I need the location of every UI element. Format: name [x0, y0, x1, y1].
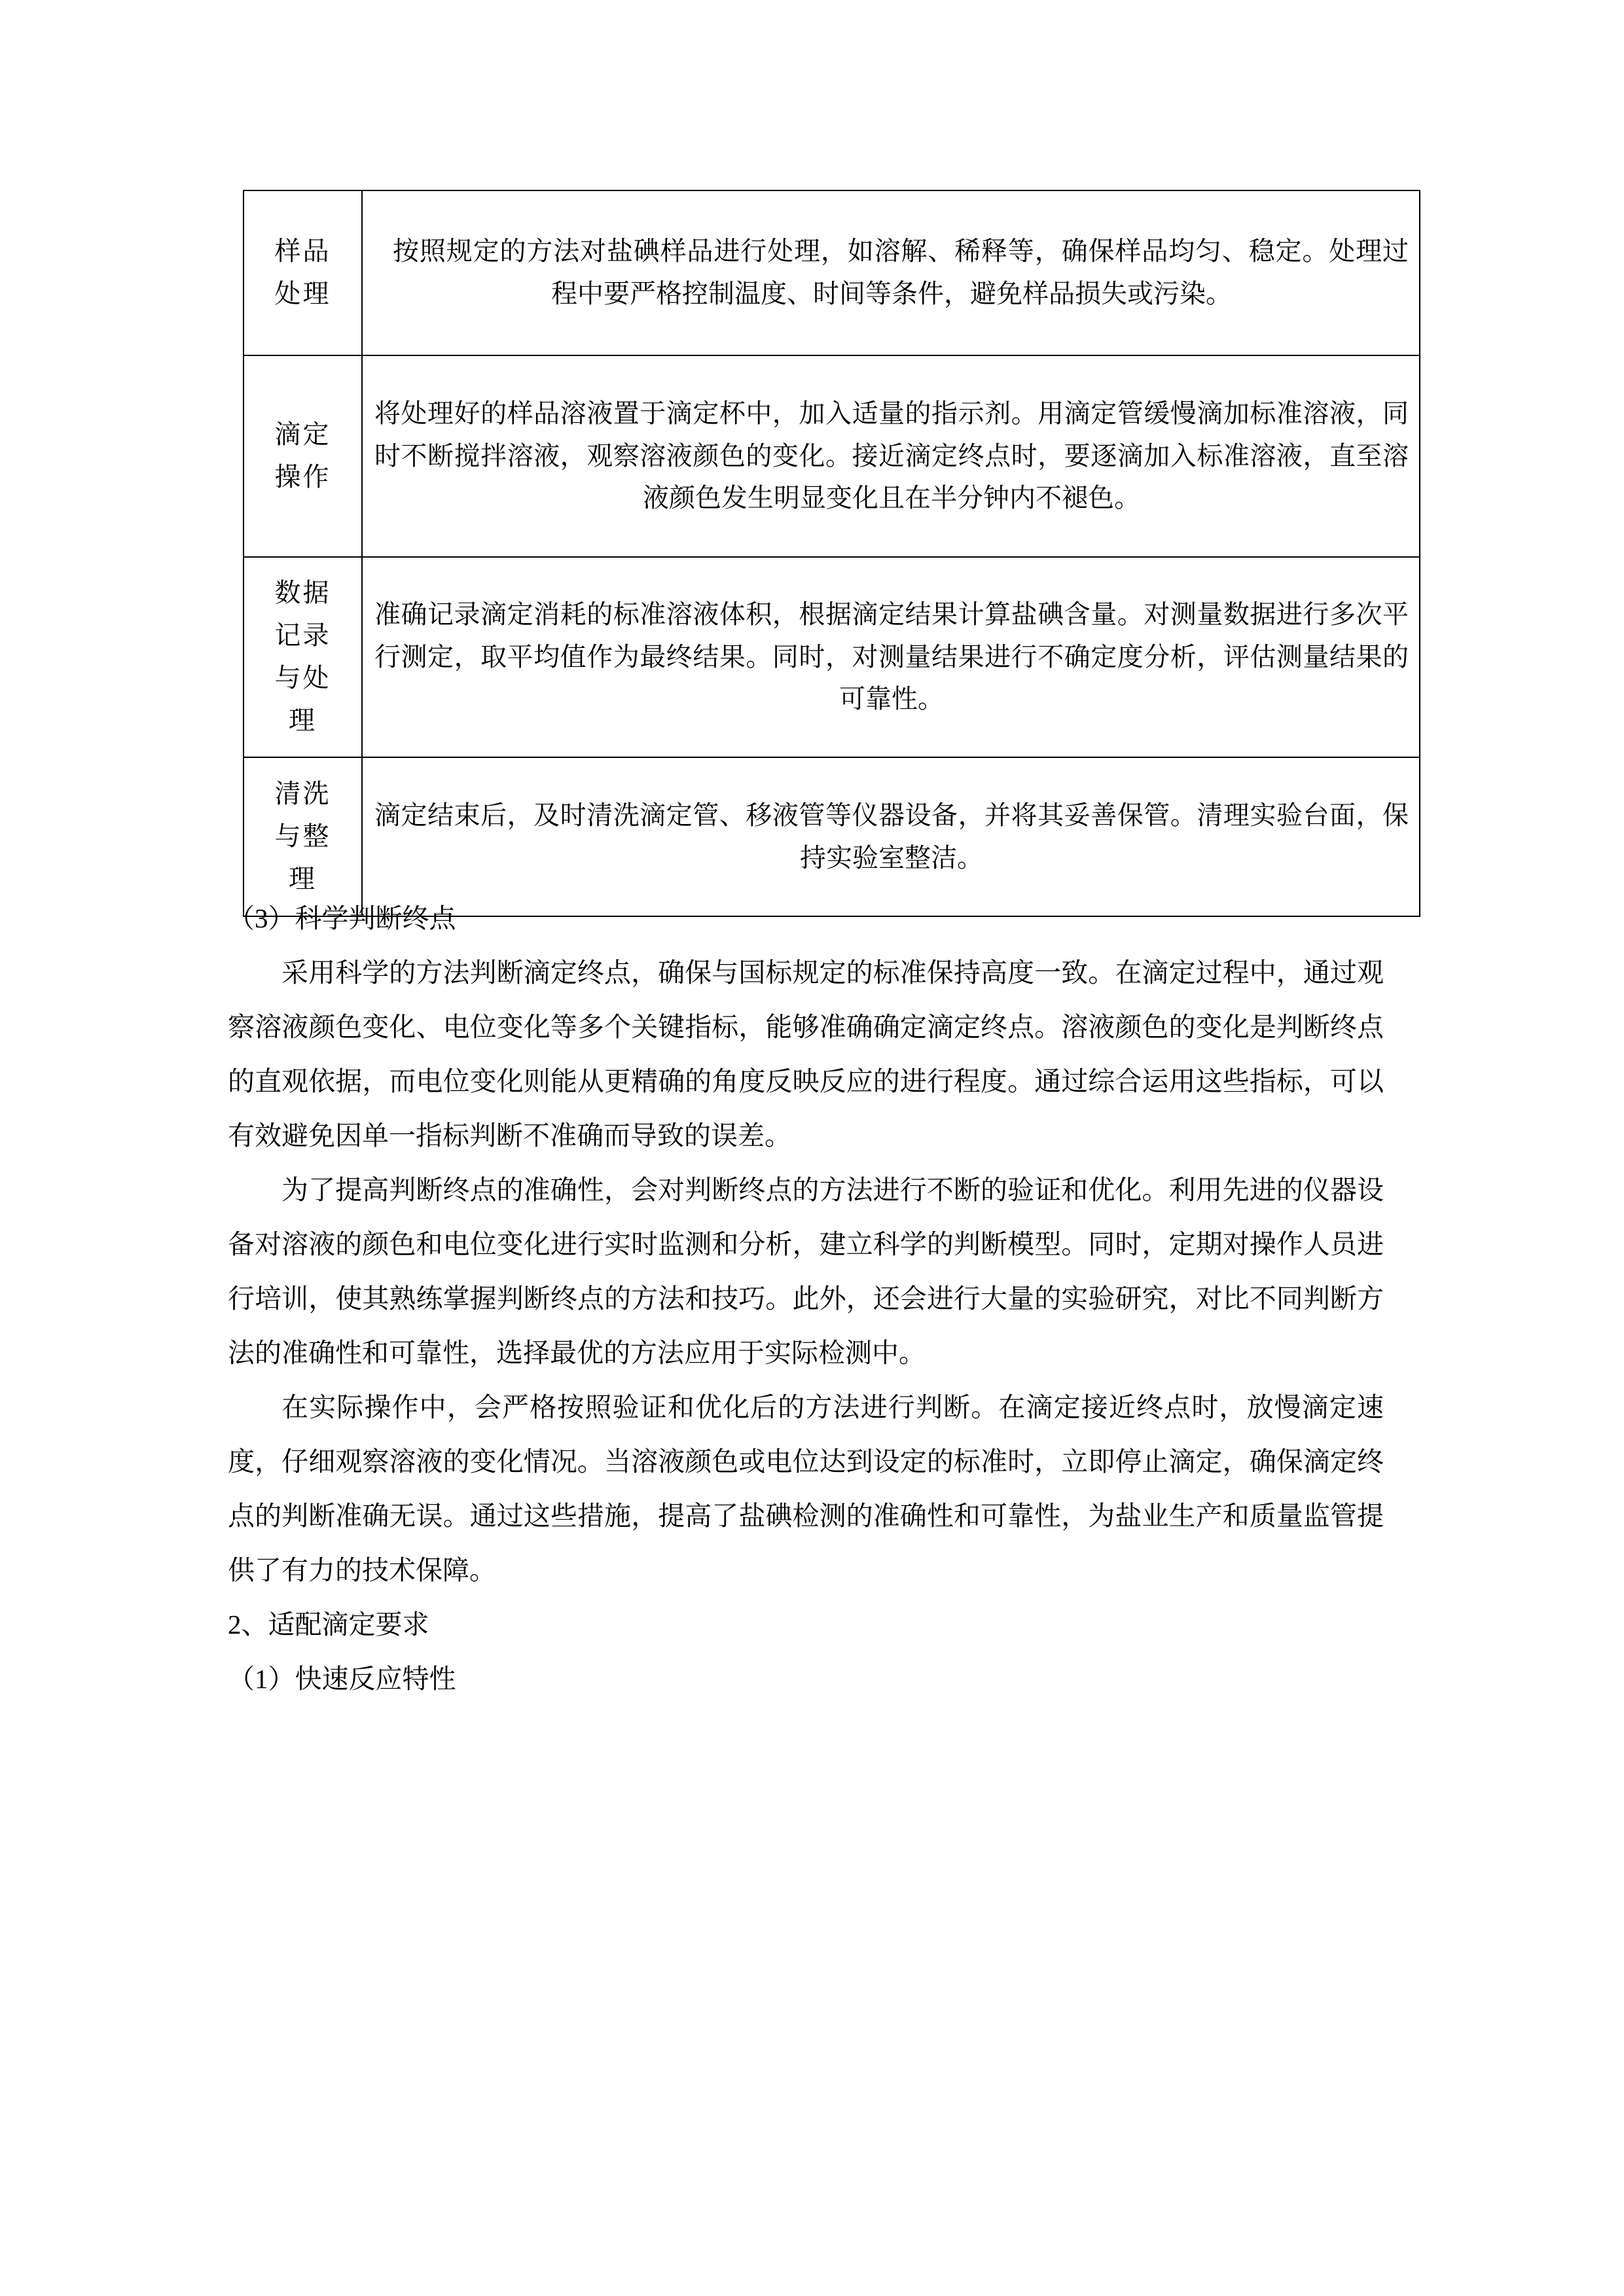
heading-section-3: （3）科学判断终点	[228, 903, 456, 933]
label-text: 数据 记录 与处 理	[274, 578, 331, 735]
table-row-label	[244, 355, 362, 557]
table-row-content	[362, 557, 1420, 757]
table-row	[244, 355, 1420, 557]
paragraph-1: 采用科学的方法判断滴定终点，确保与国标规定的标准保持高度一致。在滴定过程中，通过观察溶液颜色变化、电位变化等多个关键指标，能够准确确定滴定终点。溶液颜色的变化是判断终点的直观依据，而电位变化则能从更精确的角度反映反应的进行程度。通过综合运用这些指标，可以有效避免因单一指标判断不准确而导致的误差。	[228, 958, 1384, 1151]
label-text: 样品 处理	[274, 236, 331, 308]
heading-section-2: 2、适配滴定要求	[228, 1609, 429, 1640]
titration-procedure-table	[243, 190, 1420, 917]
body-text-flow	[228, 891, 1384, 1706]
table-row	[244, 557, 1420, 757]
table-row-content	[362, 355, 1420, 557]
label-text: 清洗 与整 理	[274, 779, 331, 893]
content-text: 将处理好的样品溶液置于滴定杯中，加入适量的指示剂。用滴定管缓慢滴加标准溶液，同时不断搅拌溶液，观察溶液颜色的变化。接近滴定终点时，要逐滴加入标准溶液，直至溶液颜色发生明显变化且在半分钟内不褪色。	[374, 398, 1409, 513]
content-text: 滴定结束后，及时清洗滴定管、移液管等仪器设备，并将其妥善保管。清理实验台面，保持实验室整洁。	[374, 800, 1409, 872]
table-row-label	[244, 190, 362, 355]
heading-subsection-1: （1）快速反应特性	[228, 1664, 456, 1694]
content-text: 按照规定的方法对盐碘样品进行处理，如溶解、稀释等，确保样品均匀、稳定。处理过程中要严格控制温度、时间等条件，避免样品损失或污染。	[393, 236, 1409, 308]
paragraph-3: 在实际操作中，会严格按照验证和优化后的方法进行判断。在滴定接近终点时，放慢滴定速度，仔细观察溶液的变化情况。当溶液颜色或电位达到设定的标准时，立即停止滴定，确保滴定终点的判断准确无误。通过这些措施，提高了盐碘检测的准确性和可靠性，为盐业生产和质量监管提供了有力的技术保障。	[228, 1392, 1384, 1585]
table-row-content	[362, 190, 1420, 355]
label-text: 滴定 操作	[274, 420, 331, 492]
content-text: 准确记录滴定消耗的标准溶液体积，根据滴定结果计算盐碘含量。对测量数据进行多次平行测定，取平均值作为最终结果。同时，对测量结果进行不确定度分析，评估测量结果的可靠性。	[374, 599, 1409, 714]
paragraph-2: 为了提高判断终点的准确性，会对判断终点的方法进行不断的验证和优化。利用先进的仪器设备对溶液的颜色和电位变化进行实时监测和分析，建立科学的判断模型。同时，定期对操作人员进行培训，使其熟练掌握判断终点的方法和技巧。此外，还会进行大量的实验研究，对比不同判断方法的准确性和可靠性，选择最优的方法应用于实际检测中。	[228, 1175, 1384, 1368]
table-row	[244, 190, 1420, 355]
table-row-label	[244, 557, 362, 757]
